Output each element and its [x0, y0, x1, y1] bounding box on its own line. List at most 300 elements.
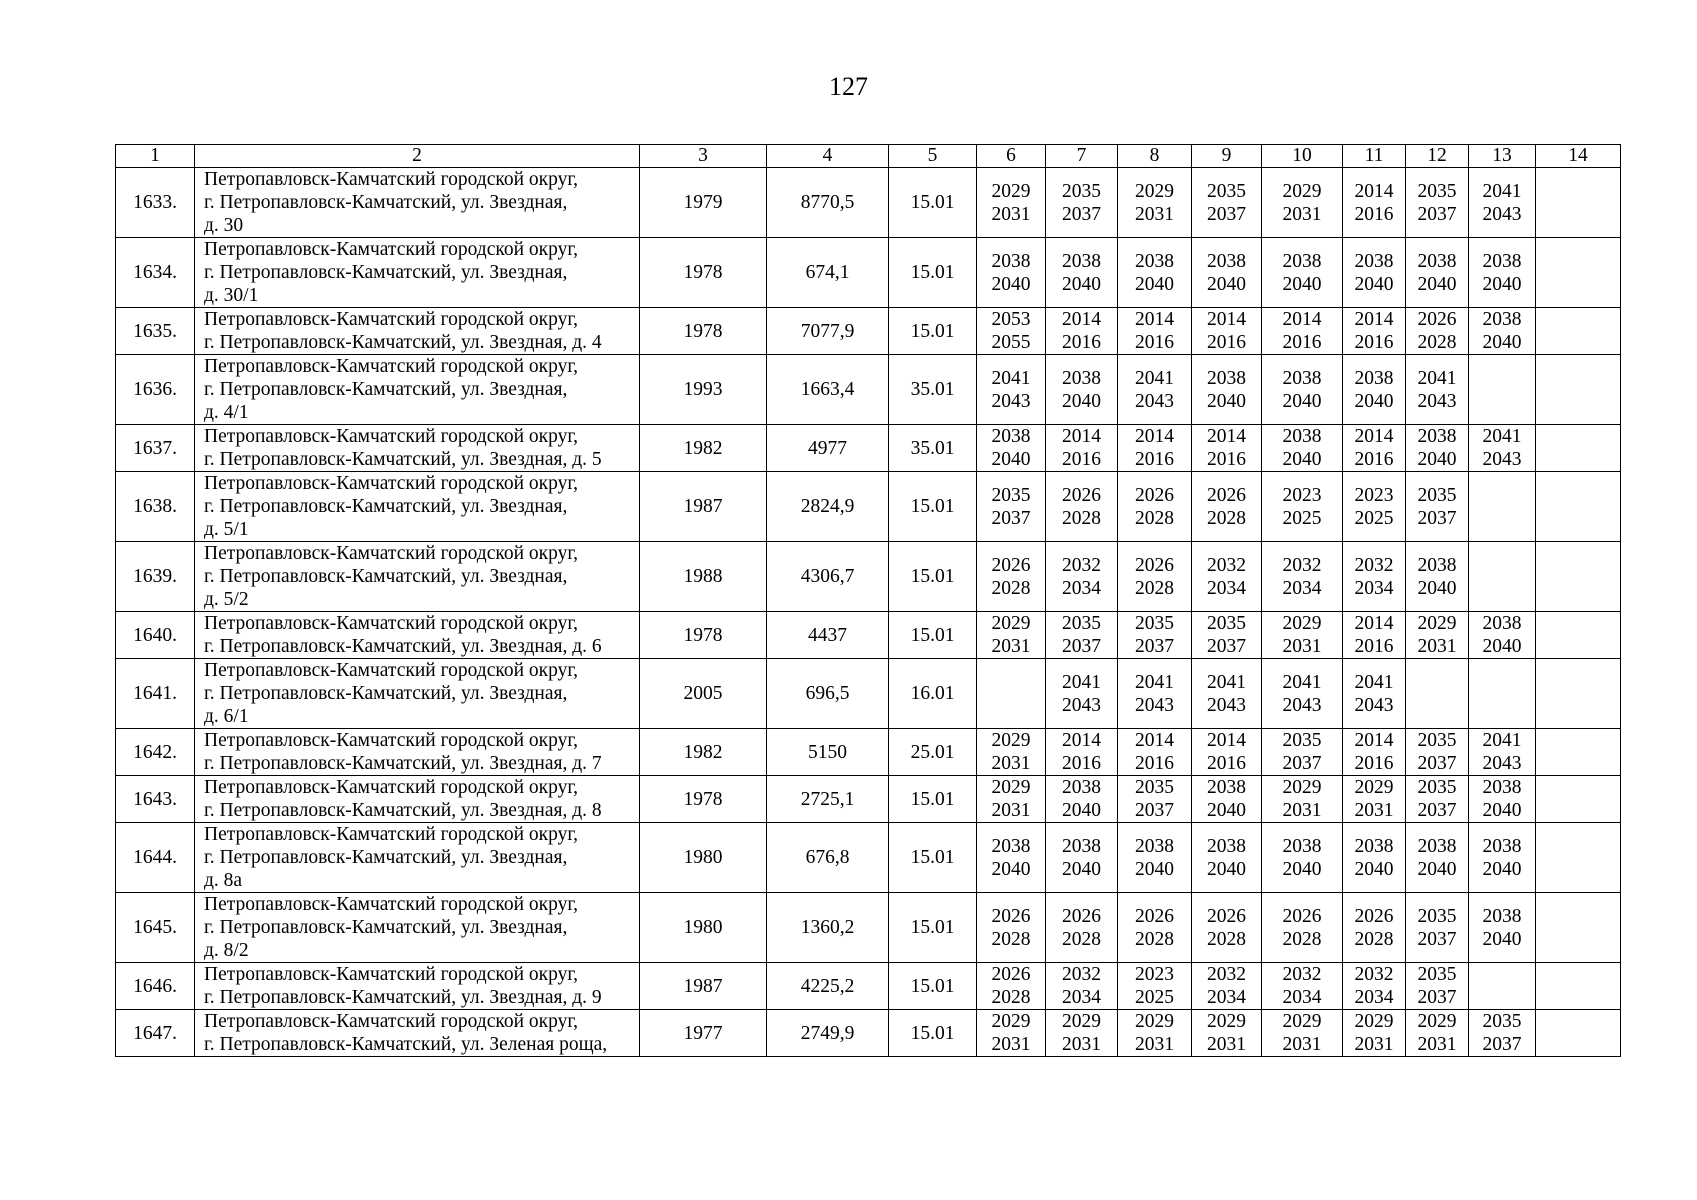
period-end-year: 2016 [1354, 449, 1394, 470]
area-value: 676,8 [767, 823, 889, 893]
period-end-year: 2043 [1282, 694, 1322, 716]
row-number: 1647. [116, 1010, 195, 1057]
period-cell [1046, 729, 1118, 776]
period-start-year: 2035 [1282, 730, 1322, 751]
period-start-year: 2029 [1282, 180, 1322, 202]
period-end-year: 2028 [1135, 577, 1174, 599]
period-end-year: 2025 [1354, 507, 1394, 529]
period-end-year: 2040 [1417, 577, 1457, 599]
period-cell [1469, 612, 1536, 659]
period-end-year: 2031 [991, 1034, 1031, 1055]
period-start-year: 2038 [1062, 250, 1101, 272]
period-cell [1406, 659, 1469, 729]
area-value: 8770,5 [767, 168, 889, 238]
period-start-year: 2014 [1354, 730, 1394, 751]
address-line: г. Петропавловск-Камчатский, ул. Звездная, д. 6 [204, 636, 602, 657]
period-cell [1118, 776, 1192, 823]
period-cell [1469, 776, 1536, 823]
period-start-year: 2038 [1282, 250, 1322, 272]
address-line: г. Петропавловск-Камчатский, ул. Звездная, д. 9 [204, 987, 602, 1008]
address-line: г. Петропавловск-Камчатский, ул. Звездная, [204, 379, 568, 400]
period-end-year: 2028 [1282, 928, 1322, 950]
period-end-year: 2040 [1417, 858, 1457, 880]
period-start-year: 2014 [1354, 613, 1394, 634]
code-value: 16.01 [889, 659, 977, 729]
period-end-year: 2031 [1282, 636, 1322, 657]
period-start-year: 2029 [991, 730, 1031, 751]
header-cell: 14 [1536, 145, 1621, 168]
address-cell [195, 168, 640, 238]
build-year: 1977 [640, 1010, 767, 1057]
period-end-year: 2031 [1354, 800, 1394, 821]
period-end-year: 2037 [1417, 928, 1457, 950]
period-cell [1406, 776, 1469, 823]
period-start-year: 2014 [1207, 309, 1246, 330]
address-line: д. 5/2 [204, 589, 249, 610]
area-value: 2749,9 [767, 1010, 889, 1057]
period-cell [1046, 472, 1118, 542]
period-start-year: 2026 [1354, 905, 1394, 927]
period-start-year: 2029 [1282, 1011, 1322, 1032]
address-line: Петропавловск-Камчатский городской округ, [204, 730, 579, 751]
address-line: Петропавловск-Камчатский городской округ, [204, 169, 579, 190]
period-cell [1262, 612, 1343, 659]
period-cell [1046, 893, 1118, 963]
period-cell [977, 1010, 1046, 1057]
period-end-year: 2040 [1482, 332, 1522, 353]
table-row [116, 308, 1621, 355]
period-start-year: 2029 [1354, 1011, 1394, 1032]
period-start-year: 2032 [1062, 554, 1101, 576]
period-end-year: 2040 [1062, 273, 1101, 295]
period-end-year: 2034 [1062, 577, 1101, 599]
period-cell [1192, 168, 1262, 238]
period-cell [1046, 308, 1118, 355]
period-end-year: 2031 [1062, 1034, 1101, 1055]
period-end-year: 2040 [1062, 390, 1101, 412]
period-start-year: 2038 [1354, 250, 1394, 272]
table-row [116, 612, 1621, 659]
period-cell [1406, 612, 1469, 659]
period-start-year: 2014 [1354, 309, 1394, 330]
period-start-year: 2026 [1135, 484, 1174, 506]
period-cell [1343, 893, 1406, 963]
period-cell [1406, 729, 1469, 776]
period-cell [1262, 1010, 1343, 1057]
period-start-year: 2038 [1417, 250, 1457, 272]
period-cell [1118, 823, 1192, 893]
period-start-year: 2026 [1207, 484, 1246, 506]
period-start-year: 2032 [1282, 964, 1322, 985]
address-line: г. Петропавловск-Камчатский, ул. Звездная, [204, 262, 568, 283]
period-start-year: 2029 [1135, 1011, 1174, 1032]
period-end-year: 2031 [991, 753, 1031, 774]
period-end-year: 2037 [1282, 753, 1322, 774]
build-year: 1978 [640, 308, 767, 355]
period-start-year: 2038 [991, 835, 1031, 857]
period-start-year: 2038 [991, 426, 1031, 447]
address-line: г. Петропавловск-Камчатский, ул. Звездная, [204, 917, 568, 938]
period-cell [1192, 659, 1262, 729]
period-start-year: 2038 [1282, 835, 1322, 857]
address-cell [195, 729, 640, 776]
period-cell [1118, 1010, 1192, 1057]
period-cell [1262, 659, 1343, 729]
period-cell [1469, 893, 1536, 963]
period-cell [977, 238, 1046, 308]
area-value: 5150 [767, 729, 889, 776]
period-end-year: 2043 [1135, 694, 1174, 716]
period-start-year: 2029 [1282, 613, 1322, 634]
period-start-year: 2035 [1417, 730, 1457, 751]
period-end-year: 2037 [1135, 800, 1174, 821]
period-end-year: 2031 [1354, 1034, 1394, 1055]
period-end-year: 2040 [1282, 449, 1322, 470]
period-cell [1262, 893, 1343, 963]
code-value: 25.01 [889, 729, 977, 776]
address-cell [195, 659, 640, 729]
period-end-year: 2040 [1482, 858, 1522, 880]
period-start-year: 2023 [1282, 484, 1322, 506]
period-end-year: 2040 [1282, 273, 1322, 295]
period-start-year: 2014 [1062, 730, 1101, 751]
table-row [116, 355, 1621, 425]
period-cell [1343, 168, 1406, 238]
row-number: 1635. [116, 308, 195, 355]
address-cell [195, 425, 640, 472]
table-row [116, 472, 1621, 542]
period-start-year: 2026 [991, 964, 1031, 985]
period-start-year: 2029 [1135, 180, 1174, 202]
address-line: Петропавловск-Камчатский городской округ, [204, 356, 579, 377]
period-cell [1343, 355, 1406, 425]
code-value: 15.01 [889, 168, 977, 238]
code-value: 15.01 [889, 308, 977, 355]
table-row [116, 893, 1621, 963]
period-start-year: 2035 [991, 484, 1031, 506]
build-year: 1982 [640, 425, 767, 472]
period-start-year: 2053 [991, 309, 1031, 330]
period-start-year: 2014 [1354, 180, 1394, 202]
period-end-year: 2040 [1354, 390, 1394, 412]
area-value: 4306,7 [767, 542, 889, 612]
period-cell [1192, 542, 1262, 612]
period-cell [1343, 425, 1406, 472]
address-line: г. Петропавловск-Камчатский, ул. Звездная, д. 5 [204, 449, 602, 470]
area-value: 696,5 [767, 659, 889, 729]
period-cell [1469, 425, 1536, 472]
address-cell [195, 963, 640, 1010]
period-end-year: 2037 [1482, 1034, 1522, 1055]
period-cell [1118, 355, 1192, 425]
period-start-year: 2026 [1207, 905, 1246, 927]
build-year: 1979 [640, 168, 767, 238]
period-end-year: 2040 [1207, 800, 1246, 821]
period-cell [1343, 308, 1406, 355]
row-number: 1641. [116, 659, 195, 729]
housing-register-table [115, 144, 1621, 1057]
address-line: Петропавловск-Камчатский городской округ, [204, 1011, 579, 1032]
period-cell [1469, 823, 1536, 893]
address-line: Петропавловск-Камчатский городской округ, [204, 473, 579, 494]
period-start-year: 2026 [1062, 484, 1101, 506]
period-end-year: 2016 [1135, 753, 1174, 774]
period-cell [1469, 659, 1536, 729]
period-end-year: 2043 [991, 390, 1031, 412]
period-cell [1118, 612, 1192, 659]
period-cell [977, 425, 1046, 472]
build-year: 1988 [640, 542, 767, 612]
period-start-year: 2038 [1482, 309, 1522, 330]
code-value: 35.01 [889, 355, 977, 425]
period-start-year: 2014 [1062, 309, 1101, 330]
period-end-year: 2028 [1207, 928, 1246, 950]
period-start-year: 2014 [1207, 426, 1246, 447]
header-cell: 9 [1192, 145, 1262, 168]
period-cell [1536, 542, 1621, 612]
period-cell [1118, 963, 1192, 1010]
period-start-year: 2038 [1207, 835, 1246, 857]
period-start-year: 2029 [1417, 613, 1457, 634]
period-start-year: 2038 [1282, 426, 1322, 447]
period-end-year: 2031 [1417, 636, 1457, 657]
period-end-year: 2028 [991, 928, 1031, 950]
period-cell [1046, 355, 1118, 425]
period-start-year: 2029 [1417, 1011, 1457, 1032]
period-cell [1406, 823, 1469, 893]
period-start-year: 2026 [1135, 905, 1174, 927]
period-cell [1192, 425, 1262, 472]
period-cell [1262, 355, 1343, 425]
period-end-year: 2034 [1354, 987, 1394, 1008]
period-end-year: 2016 [1354, 203, 1394, 225]
period-start-year: 2029 [991, 1011, 1031, 1032]
period-cell [1343, 963, 1406, 1010]
header-cell: 6 [977, 145, 1046, 168]
period-start-year: 2023 [1354, 484, 1394, 506]
period-cell [1536, 612, 1621, 659]
period-cell [1536, 776, 1621, 823]
period-cell [1469, 308, 1536, 355]
period-cell [1469, 168, 1536, 238]
period-end-year: 2040 [1417, 449, 1457, 470]
period-cell [1536, 308, 1621, 355]
address-cell [195, 612, 640, 659]
period-end-year: 2043 [1207, 694, 1246, 716]
code-value: 15.01 [889, 963, 977, 1010]
period-cell [1046, 542, 1118, 612]
period-end-year: 2016 [1062, 332, 1101, 353]
period-end-year: 2016 [1062, 753, 1101, 774]
period-cell [1469, 542, 1536, 612]
code-value: 15.01 [889, 893, 977, 963]
period-start-year: 2014 [1207, 730, 1246, 751]
period-cell [977, 823, 1046, 893]
period-cell [1406, 425, 1469, 472]
period-end-year: 2028 [1062, 928, 1101, 950]
period-end-year: 2031 [1135, 203, 1174, 225]
address-line: Петропавловск-Камчатский городской округ, [204, 613, 579, 634]
period-start-year: 2032 [1354, 964, 1394, 985]
period-end-year: 2037 [991, 507, 1031, 529]
row-number: 1643. [116, 776, 195, 823]
header-cell: 11 [1343, 145, 1406, 168]
period-end-year: 2037 [1417, 987, 1457, 1008]
table-row [116, 542, 1621, 612]
period-cell [1343, 1010, 1406, 1057]
period-end-year: 2031 [1282, 203, 1322, 225]
period-cell [1118, 542, 1192, 612]
period-start-year: 2038 [1482, 835, 1522, 857]
period-start-year: 2029 [1282, 777, 1322, 798]
period-end-year: 2028 [1135, 928, 1174, 950]
period-end-year: 2016 [1354, 636, 1394, 657]
period-end-year: 2016 [1135, 332, 1174, 353]
period-end-year: 2016 [1354, 332, 1394, 353]
period-start-year: 2032 [1207, 554, 1246, 576]
build-year: 2005 [640, 659, 767, 729]
period-cell [1118, 659, 1192, 729]
address-line: Петропавловск-Камчатский городской округ, [204, 543, 579, 564]
period-cell [1118, 168, 1192, 238]
area-value: 1663,4 [767, 355, 889, 425]
period-cell [977, 308, 1046, 355]
period-cell [1406, 542, 1469, 612]
period-start-year: 2014 [1135, 730, 1174, 751]
row-number: 1639. [116, 542, 195, 612]
period-start-year: 2038 [1062, 835, 1101, 857]
period-start-year: 2035 [1417, 964, 1457, 985]
address-line: г. Петропавловск-Камчатский, ул. Звездная, д. 8 [204, 800, 602, 821]
header-cell: 12 [1406, 145, 1469, 168]
period-cell [1406, 238, 1469, 308]
period-start-year: 2035 [1417, 777, 1457, 798]
period-cell [1262, 472, 1343, 542]
address-line: г. Петропавловск-Камчатский, ул. Звездная, д. 4 [204, 332, 602, 353]
period-start-year: 2041 [1135, 367, 1174, 389]
period-cell [1192, 472, 1262, 542]
table-row [116, 729, 1621, 776]
period-end-year: 2028 [991, 577, 1031, 599]
period-end-year: 2034 [1207, 987, 1246, 1008]
row-number: 1636. [116, 355, 195, 425]
header-cell: 3 [640, 145, 767, 168]
period-cell [1046, 425, 1118, 472]
period-cell [1118, 729, 1192, 776]
period-start-year: 2041 [1135, 671, 1174, 693]
period-end-year: 2040 [1207, 273, 1246, 295]
period-cell [1536, 238, 1621, 308]
period-start-year: 2035 [1417, 905, 1457, 927]
address-cell [195, 1010, 640, 1057]
address-line: д. 4/1 [204, 402, 249, 423]
period-start-year: 2029 [1207, 1011, 1246, 1032]
address-cell [195, 776, 640, 823]
period-cell [1343, 472, 1406, 542]
period-end-year: 2016 [1354, 753, 1394, 774]
period-cell [1469, 1010, 1536, 1057]
period-start-year: 2041 [1062, 671, 1101, 693]
period-start-year: 2014 [1354, 426, 1394, 447]
address-line: Петропавловск-Камчатский городской округ, [204, 777, 579, 798]
period-start-year: 2035 [1135, 613, 1174, 634]
period-cell [1469, 238, 1536, 308]
period-start-year: 2038 [1482, 777, 1522, 798]
period-end-year: 2043 [1417, 390, 1457, 412]
period-end-year: 2040 [1482, 928, 1522, 950]
period-cell [1262, 308, 1343, 355]
period-start-year: 2038 [1135, 835, 1174, 857]
period-end-year: 2043 [1482, 449, 1522, 470]
period-end-year: 2055 [991, 332, 1031, 353]
period-end-year: 2031 [1135, 1034, 1174, 1055]
period-start-year: 2038 [991, 250, 1031, 272]
address-line: г. Петропавловск-Камчатский, ул. Звездная, [204, 566, 568, 587]
period-cell [1192, 308, 1262, 355]
address-line: г. Петропавловск-Камчатский, ул. Звездная, [204, 192, 568, 213]
period-cell [1343, 659, 1406, 729]
period-end-year: 2037 [1062, 203, 1101, 225]
period-start-year: 2041 [1482, 426, 1522, 447]
period-cell [1192, 963, 1262, 1010]
period-end-year: 2031 [991, 800, 1031, 821]
period-end-year: 2028 [1135, 507, 1174, 529]
table-body [116, 145, 1621, 1057]
period-cell [1192, 1010, 1262, 1057]
period-start-year: 2029 [991, 180, 1031, 202]
period-start-year: 2026 [1282, 905, 1322, 927]
address-line: Петропавловск-Камчатский городской округ, [204, 426, 579, 447]
period-start-year: 2038 [1482, 905, 1522, 927]
period-end-year: 2037 [1417, 507, 1457, 529]
period-cell [977, 168, 1046, 238]
period-start-year: 2038 [1354, 835, 1394, 857]
period-cell [1343, 612, 1406, 659]
period-start-year: 2038 [1482, 613, 1522, 634]
period-cell [1536, 823, 1621, 893]
period-end-year: 2028 [1354, 928, 1394, 950]
period-cell [1406, 472, 1469, 542]
period-end-year: 2043 [1482, 203, 1522, 225]
period-start-year: 2026 [991, 905, 1031, 927]
period-end-year: 2040 [1207, 390, 1246, 412]
period-end-year: 2040 [1135, 273, 1174, 295]
period-start-year: 2035 [1417, 180, 1457, 202]
period-start-year: 2041 [1417, 367, 1457, 389]
address-line: д. 8/2 [204, 940, 249, 961]
table-row [116, 238, 1621, 308]
period-cell [1469, 729, 1536, 776]
period-cell [977, 893, 1046, 963]
period-cell [1406, 355, 1469, 425]
period-cell [1262, 542, 1343, 612]
period-cell [977, 542, 1046, 612]
period-cell [977, 659, 1046, 729]
period-start-year: 2038 [1207, 777, 1246, 798]
period-cell [1118, 893, 1192, 963]
period-end-year: 2028 [1417, 332, 1457, 353]
period-start-year: 2035 [1135, 777, 1174, 798]
build-year: 1978 [640, 612, 767, 659]
row-number: 1633. [116, 168, 195, 238]
address-line: Петропавловск-Камчатский городской округ, [204, 239, 579, 260]
address-line: Петропавловск-Камчатский городской округ, [204, 894, 579, 915]
code-value: 35.01 [889, 425, 977, 472]
period-end-year: 2040 [1482, 636, 1522, 657]
period-end-year: 2028 [1207, 507, 1246, 529]
address-cell [195, 542, 640, 612]
build-year: 1978 [640, 238, 767, 308]
